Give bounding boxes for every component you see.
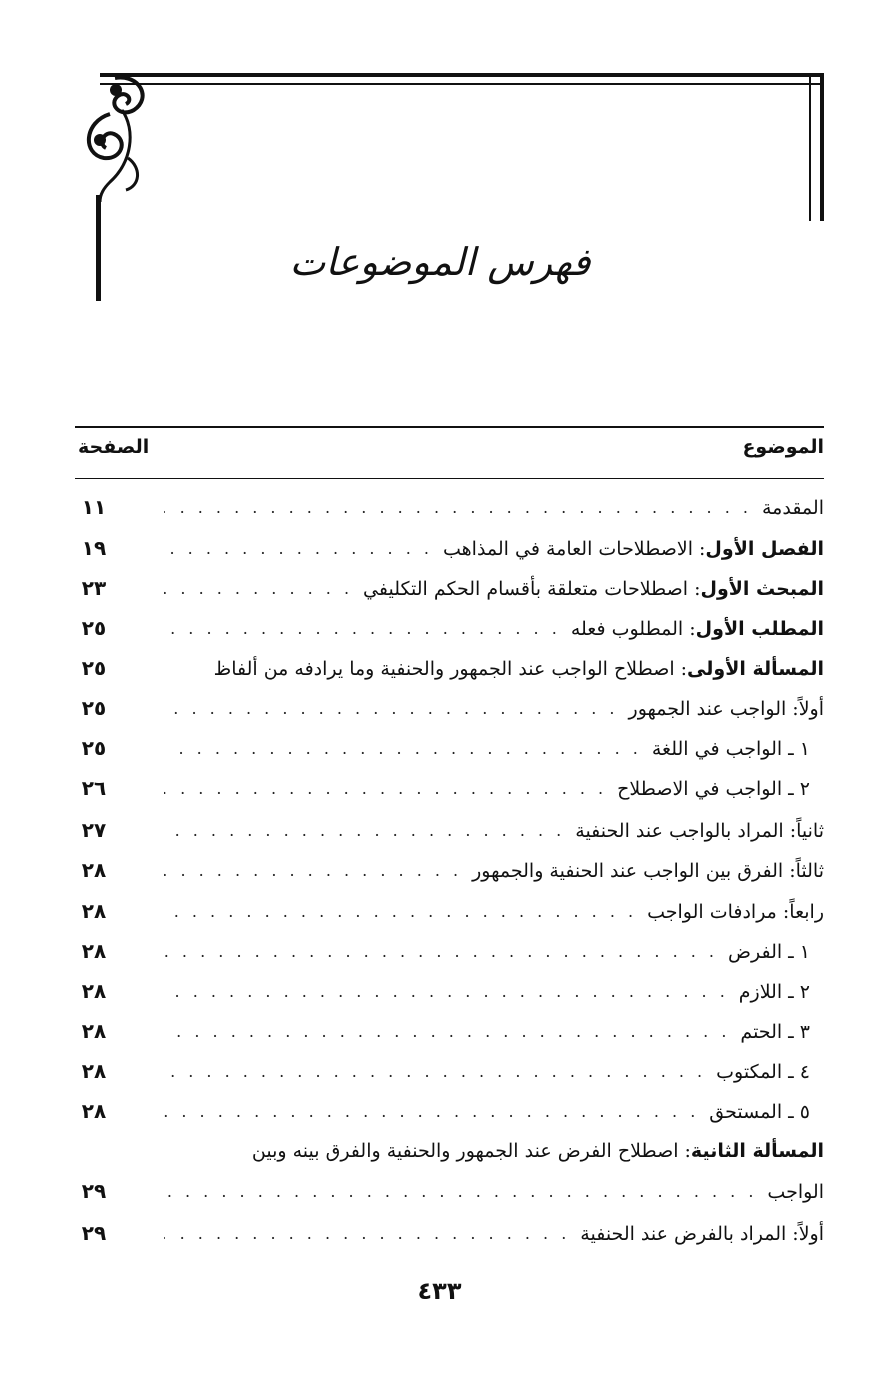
toc-page-number: ١١ xyxy=(81,495,107,519)
toc-page-number: ٢٩ xyxy=(81,1221,107,1245)
topic-column-header: الموضوع xyxy=(742,436,824,458)
toc-entry xyxy=(154,1219,824,1249)
toc-entry-label: المطلب الأول: المطلوب فعله xyxy=(570,618,824,640)
toc-entry xyxy=(154,734,824,764)
toc-entry-label: ثالثاً: الفرق بين الواجب عند الحنفية والجمهور xyxy=(472,860,824,882)
toc-entry-label: الواجب xyxy=(767,1181,824,1203)
toc-entry xyxy=(154,654,824,684)
leader-dots xyxy=(164,734,642,764)
leader-dots xyxy=(164,816,565,846)
toc-entry xyxy=(154,1097,824,1127)
toc-page-number: ٢٨ xyxy=(81,858,107,882)
page-folio-number: ٤٣٣ xyxy=(417,1277,462,1305)
leader-dots xyxy=(164,1177,757,1207)
toc-entry-label: ٢ ـ اللازم xyxy=(738,981,810,1003)
leader-dots xyxy=(164,897,637,927)
toc-entry-label: ٣ ـ الحتم xyxy=(740,1021,810,1043)
leader-dots xyxy=(164,1017,730,1047)
toc-page-number: ٢٨ xyxy=(81,1099,107,1123)
page-title: فهرس الموضوعات xyxy=(289,240,591,284)
toc-entry-label: الفصل الأول: الاصطلاحات العامة في المذاهب xyxy=(442,538,824,560)
leader-dots xyxy=(164,534,433,564)
toc-entry xyxy=(154,1177,824,1207)
toc-entry-label: ٢ ـ الواجب في الاصطلاح xyxy=(617,778,810,800)
toc-page-number: ٢٨ xyxy=(81,899,107,923)
toc-entry-label: المبحث الأول: اصطلاحات متعلقة بأقسام الحكم التكليفي xyxy=(363,578,824,600)
toc-page-number: ٢٧ xyxy=(81,818,107,842)
toc-page-number: ٢٥ xyxy=(81,616,107,640)
toc-page-number: ١٩ xyxy=(81,536,107,560)
leader-dots xyxy=(164,694,619,724)
toc-entry xyxy=(154,937,824,967)
toc-entry xyxy=(154,816,824,846)
toc-entry-wrapped-line: المسألة الثانية: اصطلاح الفرض عند الجمهور والحنفية والفرق بينه وبين xyxy=(251,1140,824,1162)
toc-entry xyxy=(154,1017,824,1047)
toc-entry xyxy=(154,534,824,564)
toc-entry xyxy=(154,1057,824,1087)
toc-entry xyxy=(154,897,824,927)
toc-page-number: ٢٨ xyxy=(81,939,107,963)
toc-entry-label: رابعاً: مرادفات الواجب xyxy=(647,901,824,923)
leader-dots xyxy=(164,574,353,604)
toc-page-number: ٢٨ xyxy=(81,1059,107,1083)
leader-dots xyxy=(164,937,718,967)
toc-entry-label: المسألة الأولى: اصطلاح الواجب عند الجمهور والحنفية وما يرادفه من ألفاظ xyxy=(213,658,824,680)
leader-dots xyxy=(164,856,462,886)
toc-entry-label: أولاً: الواجب عند الجمهور xyxy=(628,698,824,720)
toc-page-number: ٢٣ xyxy=(81,576,107,600)
toc-entry-label: ٥ ـ المستحق xyxy=(709,1101,810,1123)
leader-dots xyxy=(164,614,561,644)
toc-page-number: ٢٨ xyxy=(81,1019,107,1043)
toc-entry xyxy=(154,614,824,644)
toc-entry xyxy=(154,574,824,604)
toc-page-number: ٢٦ xyxy=(81,776,107,800)
toc-page-number: ٢٥ xyxy=(81,696,107,720)
toc-entry-label: المقدمة xyxy=(761,497,824,519)
toc-entry xyxy=(154,856,824,886)
toc-page-number: ٢٥ xyxy=(81,656,107,680)
toc-entry xyxy=(154,774,824,804)
toc-entry-label: ١ ـ الواجب في اللغة xyxy=(651,738,810,760)
leader-dots xyxy=(164,493,752,523)
leader-dots xyxy=(164,1219,570,1249)
toc-page-number: ٢٨ xyxy=(81,979,107,1003)
toc-entry-label: ثانياً: المراد بالواجب عند الحنفية xyxy=(575,820,824,842)
leader-dots xyxy=(164,977,729,1007)
leader-dots xyxy=(164,774,607,804)
toc-page-number: ٢٩ xyxy=(81,1179,107,1203)
toc-entry xyxy=(154,694,824,724)
toc-entry xyxy=(154,493,824,523)
leader-dots xyxy=(164,1057,706,1087)
leader-dots xyxy=(164,1097,699,1127)
page-column-header: الصفحة xyxy=(78,436,150,458)
toc-page-number: ٢٥ xyxy=(81,736,107,760)
toc-entry xyxy=(154,977,824,1007)
toc-entry-label: ١ ـ الفرض xyxy=(728,941,810,963)
toc-entry-label: ٤ ـ المكتوب xyxy=(716,1061,810,1083)
toc-entry-label: أولاً: المراد بالفرض عند الحنفية xyxy=(580,1223,824,1245)
